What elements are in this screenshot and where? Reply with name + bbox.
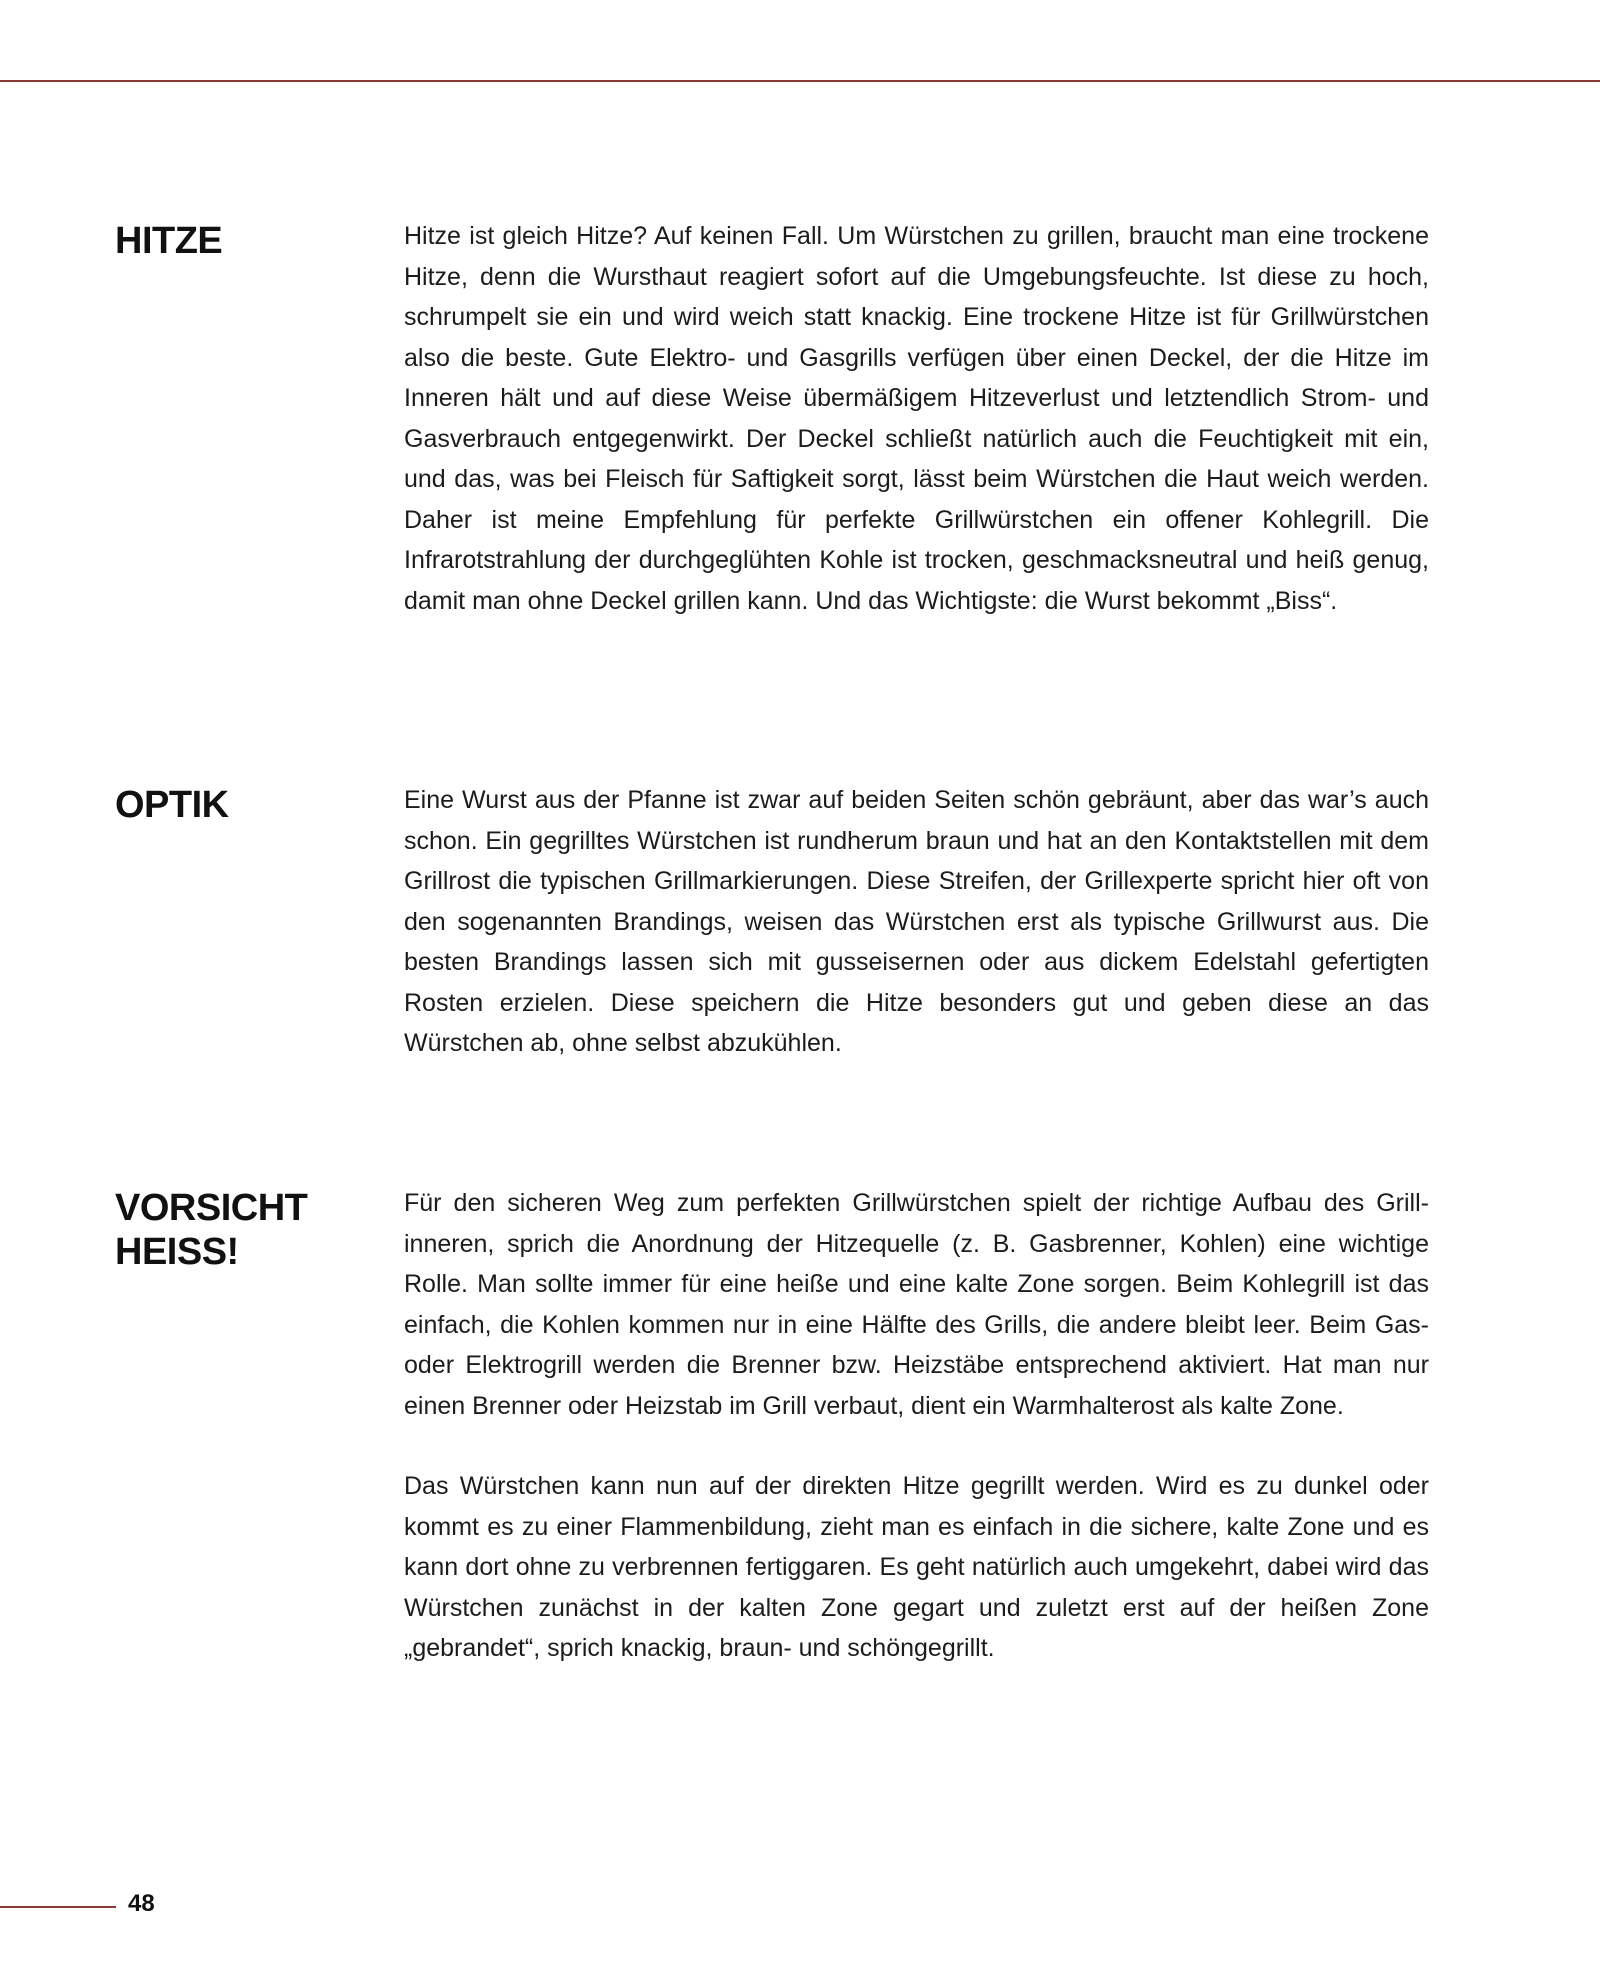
section-body [404,780,1429,1064]
paragraph: Eine Wurst aus der Pfanne ist zwar auf beiden Seiten schön gebräunt, aber das war’s auch schon. Ein gegrilltes Würstchen ist rundherum braun und hat an den Kontaktstellen mit dem Grillrost die typischen Grillmarkierungen. Diese Streifen, der Grillexperte spricht hier oft von den sogenannten Brandings, weisen das Würstchen erst als typische Grillwurst aus. Die besten Brandings lassen sich mit gusseisernen oder aus dickem Edelstahl gefertigten Rosten erzielen. Diese speichern die Hitze besonders gut und geben diese an das Würstchen ab, ohne selbst abzukühlen. [404,786,1429,1057]
paragraph: Hitze ist gleich Hitze? Auf keinen Fall. Um Würstchen zu grillen, braucht man eine trockene Hitze, denn die Wursthaut reagiert sofort auf die Umgebungsfeuchte. Ist diese zu hoch, schrumpelt sie ein und wird weich statt knackig. Eine trockene Hitze ist für Grillwürstchen also die beste. Gute Elektro- und Gasgrills verfügen über einen Deckel, der die Hitze im Inneren hält und auf diese Weise übermäßigem Hitzeverlust und letztendlich Strom- und Gasverbrauch entgegenwirkt. Der Deckel schließt natürlich auch die Feuchtigkeit mit ein, und das, was bei Fleisch für Saftigkeit sorgt, lässt beim Würstchen die Haut weich werden. Daher ist meine Empfehlung für perfekte Grillwürstchen ein offener Kohlegrill. Die Infrarotstrahlung der durchgeglühten Kohle ist trocken, geschmacksneutral und heiß genug, damit man ohne Deckel grillen kann. Und das Wichtigste: die Wurst bekommt „Biss“. [404,222,1429,615]
section-heading [115,783,375,827]
heading-line: HITZE [115,220,223,262]
section-heading [115,1186,375,1274]
heading-line: HEISS! [115,1231,239,1273]
page-number: 48 [128,1890,155,1917]
section-body [404,216,1429,621]
section-heading [115,219,375,263]
heading-line: OPTIK [115,784,229,826]
paragraph: Das Würstchen kann nun auf der direkten Hitze gegrillt werden. Wird es zu dunkel oder kommt es zu einer Flammenbildung, zieht man es einfach in die sichere, kalte Zone und es kann dort ohne zu verbrennen fertiggaren. Es geht natürlich auch umgekehrt, dabei wird das Würstchen zunächst in der kalten Zone gegart und zuletzt erst auf der heißen Zone „gebrandet“, sprich knackig, braun- und schöngegrillt. [404,1472,1429,1662]
section-body [404,1183,1429,1669]
paragraph: Für den sicheren Weg zum perfekten Grillwürstchen spielt der richtige Aufbau des Grillinneren, sprich die Anordnung der Hitzequelle (z. B. Gasbrenner, Kohlen) eine wichtige Rolle. Man sollte immer für eine heiße und eine kalte Zone sorgen. Beim Kohlegrill ist das einfach, die Kohlen kommen nur in eine Hälfte des Grills, die andere bleibt leer. Beim Gas- oder Elektrogrill werden die Brenner bzw. Heizstäbe entsprechend aktiviert. Hat man nur einen Brenner oder Heizstab im Grill verbaut, dient ein Warmhalterost als kalte Zone. [404,1189,1429,1420]
heading-line: VORSICHT [115,1187,308,1229]
footer-divider [0,1906,116,1908]
top-divider [0,80,1600,82]
